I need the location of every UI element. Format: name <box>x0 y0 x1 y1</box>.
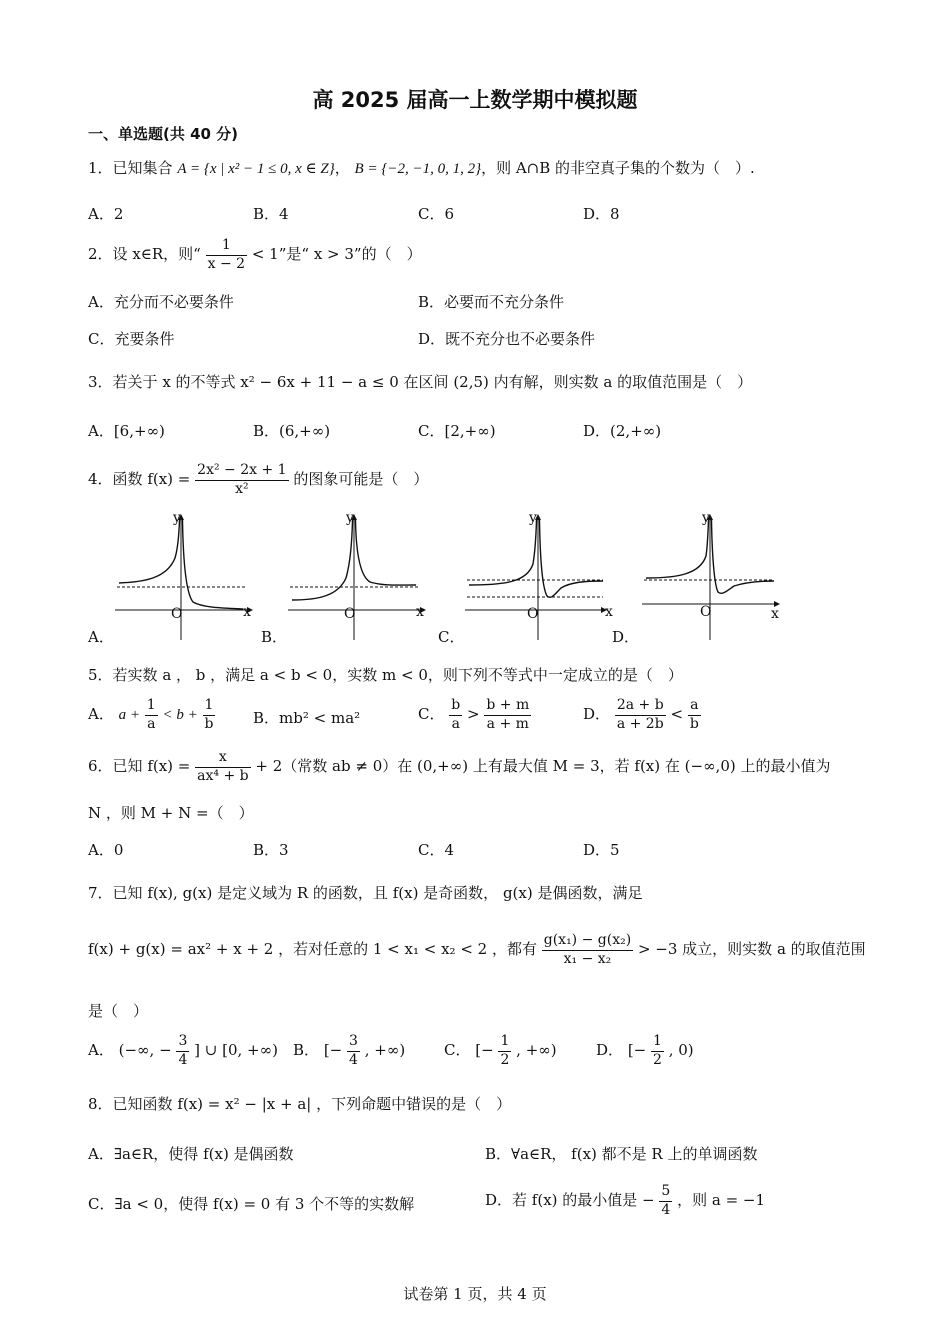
graph-d-plot <box>642 512 782 642</box>
expr: < b + <box>162 707 198 723</box>
option-a[interactable]: A．∃a∈R，使得 f(x) 是偶函数 <box>88 1145 294 1163</box>
option-d[interactable]: D．(2,+∞) <box>583 422 662 440</box>
graph-d <box>642 512 782 642</box>
question-number: 6． <box>88 757 113 775</box>
expr: (−∞, − <box>118 1041 172 1059</box>
question-text: f(x) + g(x) = ax² + x + 2 ，若对任意的 1 < x₁ < x₂ < 2 ，都有 <box>88 940 537 958</box>
axis-x-label: x <box>416 604 424 620</box>
numerator: x <box>195 749 250 768</box>
axis-x-label: x <box>605 604 613 620</box>
fraction <box>542 932 633 968</box>
denominator: 4 <box>178 1051 188 1068</box>
denominator: a <box>147 715 156 732</box>
fraction <box>145 697 158 733</box>
question-text: 若关于 x 的不等式 x² − 6x + 11 − a ≤ 0 在区间 (2,5) 内有解，则实数 a 的取值范围是（ ） <box>112 373 753 391</box>
expr: [− <box>323 1041 343 1059</box>
question-6-line-2: N ，则 M + N =（ ） <box>88 804 254 822</box>
numerator: 2a + b <box>615 697 666 716</box>
option-c[interactable]: C．[2,+∞) <box>418 422 496 440</box>
origin-label: O <box>700 604 712 620</box>
option-c[interactable]: C． <box>438 628 465 646</box>
question-8 <box>88 1093 511 1114</box>
fraction <box>203 697 216 733</box>
question-text: 函数 f(x) = <box>112 470 191 488</box>
option-d[interactable]: D．8 <box>583 205 620 223</box>
numerator: g(x₁) − g(x₂) <box>542 932 633 951</box>
numerator: 1 <box>498 1033 511 1052</box>
question-text: 已知集合 <box>112 159 173 177</box>
question-number: 5． <box>88 666 113 684</box>
numerator: 2x² − 2x + 1 <box>195 462 288 481</box>
option-c[interactable]: C．充要条件 <box>88 330 175 348</box>
option-b[interactable] <box>293 1033 405 1069</box>
question-number: 7． <box>88 884 113 902</box>
set-a: A = {x | x² − 1 ≤ 0, x ∈ Z} <box>177 161 335 177</box>
numerator: b + m <box>484 697 531 716</box>
axis-y-label: y <box>173 510 181 526</box>
origin-label: O <box>344 606 356 622</box>
question-number: 1． <box>88 159 113 177</box>
option-b[interactable]: B．必要而不充分条件 <box>418 293 565 311</box>
expr: ] ∪ [0, +∞) <box>194 1041 278 1059</box>
question-text: > −3 成立，则实数 a 的取值范围 <box>637 940 866 958</box>
option-b[interactable]: B．(6,+∞) <box>253 422 331 440</box>
option-c[interactable] <box>444 1033 557 1069</box>
question-text: 的图象可能是（ ） <box>293 470 429 488</box>
question-number: 2． <box>88 245 113 263</box>
exam-title: 高 2025 届高一上数学期中模拟题 <box>312 88 638 112</box>
axis-x-label: x <box>243 604 251 620</box>
fraction <box>195 749 250 785</box>
option-a[interactable]: A．[6,+∞) <box>88 422 165 440</box>
option-label: C． <box>444 1041 471 1059</box>
expr: , +∞) <box>516 1041 557 1059</box>
option-label: B． <box>293 1041 320 1059</box>
option-a[interactable]: A．2 <box>88 205 124 223</box>
question-3 <box>88 371 752 392</box>
option-d[interactable]: D．5 <box>583 841 620 859</box>
numerator: 1 <box>651 1033 664 1052</box>
question-7-line-2 <box>88 932 866 968</box>
question-number: 4． <box>88 470 113 488</box>
axis-x-label: x <box>771 606 779 622</box>
fraction <box>688 697 701 733</box>
question-text: 若实数 a ， b ，满足 a < b < 0，实数 m < 0，则下列不等式中一定成立的是（ ） <box>112 666 683 684</box>
option-c[interactable]: C．6 <box>418 205 455 223</box>
fraction <box>651 1033 664 1069</box>
operator: > <box>467 705 480 723</box>
option-d[interactable] <box>485 1183 765 1219</box>
axis-y-label: y <box>529 510 537 526</box>
denominator: b <box>689 715 699 732</box>
denominator: x₁ − x₂ <box>563 950 612 967</box>
question-5 <box>88 664 683 685</box>
question-1 <box>88 157 755 178</box>
fraction <box>498 1033 511 1069</box>
question-text: ，则 A∩B 的非空真子集的个数为（ ）. <box>481 159 755 177</box>
numerator: 1 <box>206 237 247 256</box>
question-text: + 2（常数 ab ≠ 0）在 (0,+∞) 上有最大值 M = 3，若 f(x) 在 (−∞,0) 上的最小值为 <box>255 757 831 775</box>
option-b[interactable]: B． <box>261 628 288 646</box>
separator: ， <box>334 159 350 177</box>
section-heading: 一、单选题(共 40 分) <box>88 125 239 143</box>
numerator: 1 <box>145 697 158 716</box>
option-a[interactable]: A．0 <box>88 841 124 859</box>
option-c[interactable] <box>418 697 531 733</box>
set-b: B = {−2, −1, 0, 1, 2} <box>354 161 482 177</box>
option-b[interactable]: B．mb² < ma² <box>253 709 361 727</box>
numerator: a <box>688 697 701 716</box>
question-7 <box>88 882 643 903</box>
question-text: 已知函数 f(x) = x² − |x + a| ，下列命题中错误的是（ ） <box>112 1095 512 1113</box>
question-text: 已知 f(x), g(x) 是定义域为 R 的函数，且 f(x) 是奇函数， g(x) 是偶函数，满足 <box>112 884 643 902</box>
expr: D．若 f(x) 的最小值是 − <box>485 1191 655 1209</box>
option-a[interactable] <box>88 697 215 733</box>
option-label: A． <box>88 705 114 723</box>
origin-label: O <box>527 606 539 622</box>
fraction <box>449 697 462 733</box>
numerator: b <box>449 697 462 716</box>
option-label: D． <box>596 1041 624 1059</box>
question-6 <box>88 749 831 785</box>
graph-b-plot <box>288 512 428 642</box>
option-label: D． <box>583 705 611 723</box>
fraction <box>659 1183 672 1219</box>
expr: , 0) <box>668 1041 694 1059</box>
origin-label: O <box>171 606 183 622</box>
denominator: 2 <box>500 1051 510 1068</box>
graph-c-plot <box>465 512 610 642</box>
denominator: a + 2b <box>616 715 664 732</box>
option-c[interactable]: C．∃a < 0，使得 f(x) = 0 有 3 个不等的实数解 <box>88 1195 415 1213</box>
denominator: x − 2 <box>207 255 246 272</box>
question-4 <box>88 462 428 498</box>
fraction <box>195 462 288 498</box>
numerator: 1 <box>203 697 216 716</box>
graph-c <box>465 510 613 642</box>
option-b[interactable]: B．4 <box>253 205 289 223</box>
numerator: 5 <box>659 1183 672 1202</box>
question-2 <box>88 237 422 273</box>
denominator: a + m <box>486 715 529 732</box>
axis-y-label: y <box>346 510 354 526</box>
option-b[interactable]: B．3 <box>253 841 289 859</box>
expr: a + <box>118 707 140 723</box>
option-a[interactable]: A．充分而不必要条件 <box>88 293 234 311</box>
question-text: 已知 f(x) = <box>112 757 191 775</box>
expr: ，则 a = −1 <box>677 1191 766 1209</box>
option-d[interactable] <box>583 697 701 733</box>
fraction <box>176 1033 189 1069</box>
denominator: ax⁴ + b <box>197 767 249 784</box>
option-c[interactable]: C．4 <box>418 841 455 859</box>
fraction <box>484 697 531 733</box>
denominator: 2 <box>653 1051 662 1068</box>
question-7-line-3: 是（ ） <box>88 1002 149 1020</box>
graph-a <box>115 512 255 642</box>
question-text: 设 x∈R，则“ <box>112 245 201 263</box>
question-number: 8． <box>88 1095 113 1113</box>
denominator: b <box>204 715 214 732</box>
fraction <box>615 697 666 733</box>
page-footer: 试卷第 1 页，共 4 页 <box>403 1285 547 1303</box>
fraction <box>206 237 247 273</box>
option-a[interactable] <box>88 1033 278 1069</box>
axis-y-label: y <box>702 510 710 526</box>
option-d[interactable]: D． <box>612 628 640 646</box>
fraction <box>347 1033 360 1069</box>
option-label: A． <box>88 1041 114 1059</box>
option-d[interactable]: D．既不充分也不必要条件 <box>418 330 596 348</box>
denominator: a <box>451 715 460 732</box>
expr: , +∞) <box>364 1041 406 1059</box>
graph-b <box>288 512 428 642</box>
denominator: 4 <box>661 1201 671 1218</box>
numerator: 3 <box>176 1033 189 1052</box>
expr: [− <box>627 1041 647 1059</box>
question-text: < 1”是“ x > 3”的（ ） <box>251 245 422 263</box>
numerator: 3 <box>347 1033 360 1052</box>
option-b[interactable]: B．∀a∈R， f(x) 都不是 R 上的单调函数 <box>485 1145 758 1163</box>
option-d[interactable] <box>596 1033 694 1069</box>
denominator: 4 <box>349 1051 358 1068</box>
expr: [− <box>475 1041 494 1059</box>
option-label: C． <box>418 705 445 723</box>
operator: < <box>670 705 684 723</box>
option-a[interactable]: A． <box>88 628 114 646</box>
graph-a-plot <box>115 512 255 642</box>
denominator: x² <box>235 480 249 497</box>
question-number: 3． <box>88 373 113 391</box>
